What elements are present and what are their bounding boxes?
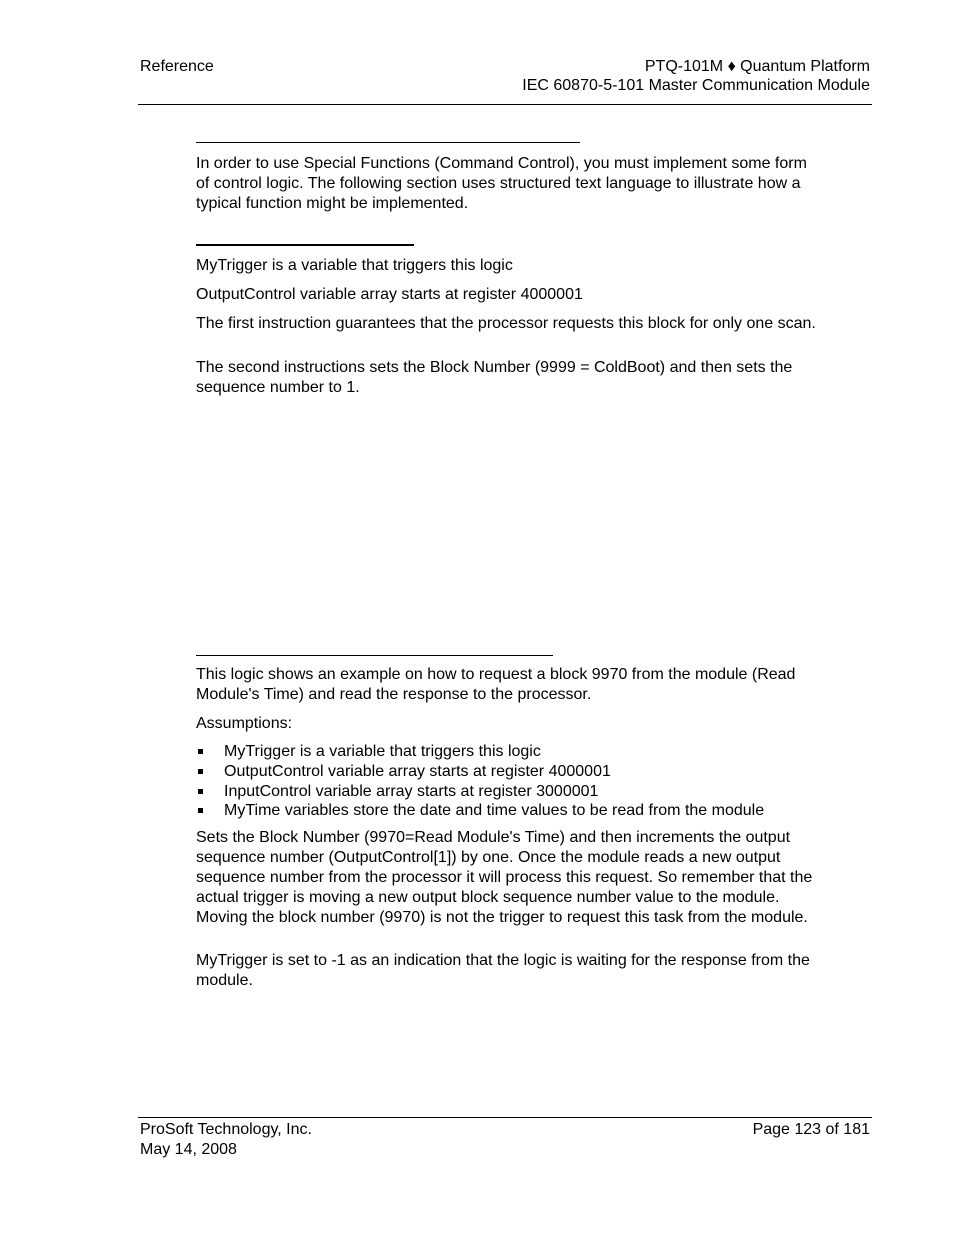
section1-paragraph-1: MyTrigger is a variable that triggers this logic xyxy=(196,257,513,274)
assumptions-label: Assumptions: xyxy=(196,715,293,732)
header-section-name: Reference xyxy=(140,58,214,75)
assumptions-list xyxy=(196,742,826,821)
section2-paragraph-1: This logic shows an example on how to request a block 9970 from the module (Read Module's Time) and read the response to the processor. xyxy=(196,666,796,703)
list-item xyxy=(196,801,826,821)
intro-paragraph: In order to use Special Functions (Command Control), you must implement some form of control logic. The following section uses structured text language to illustrate how a typical function might be implemented. xyxy=(196,155,807,212)
list-item xyxy=(196,742,826,762)
bullet-icon xyxy=(198,749,203,754)
section2-paragraph-3: MyTrigger is set to -1 as an indication that the logic is waiting for the response from the module. xyxy=(196,952,810,989)
footer-divider xyxy=(138,1117,872,1118)
bullet-icon xyxy=(198,808,203,813)
bullet-icon xyxy=(198,769,203,774)
section-heading-rule-1 xyxy=(196,142,580,143)
section1-paragraph-4: The second instructions sets the Block Number (9999 = ColdBoot) and then sets the sequence number to 1. xyxy=(196,359,793,396)
section1-paragraph-2: OutputControl variable array starts at register 4000001 xyxy=(196,286,583,303)
footer-company: ProSoft Technology, Inc. xyxy=(140,1121,312,1138)
section-heading-rule-3 xyxy=(196,655,553,656)
list-item-text: MyTime variables store the date and time values to be read from the module xyxy=(224,802,765,820)
header-product-line1: PTQ-101M ♦ Quantum Platform xyxy=(644,58,870,75)
header-divider xyxy=(138,104,872,105)
footer-left xyxy=(140,1120,312,1159)
list-item xyxy=(196,762,826,782)
section-heading-rule-2 xyxy=(196,244,414,246)
list-item-text: OutputControl variable array starts at register 4000001 xyxy=(224,762,611,780)
list-item xyxy=(196,782,826,802)
footer-page-number: Page 123 of 181 xyxy=(752,1121,870,1138)
section2-paragraph-2: Sets the Block Number (9970=Read Module's Time) and then increments the output sequence number (OutputControl[1]) by one. Once the module reads a new output sequence number from the processor it will process this request. So remember that the actual trigger is moving a new output block sequence number value to the module. Moving the block number (9970) is not the trigger to request this task from the module. xyxy=(196,829,813,926)
footer-date: May 14, 2008 xyxy=(140,1140,237,1158)
header-product-line2: IEC 60870-5-101 Master Communication Module xyxy=(522,77,870,94)
header-product-title xyxy=(522,57,870,95)
section1-paragraph-3: The first instruction guarantees that the processor requests this block for only one scan. xyxy=(196,315,816,332)
list-item-text: InputControl variable array starts at register 3000001 xyxy=(224,782,599,800)
bullet-icon xyxy=(198,789,203,794)
list-item-text: MyTrigger is a variable that triggers this logic xyxy=(224,743,541,760)
